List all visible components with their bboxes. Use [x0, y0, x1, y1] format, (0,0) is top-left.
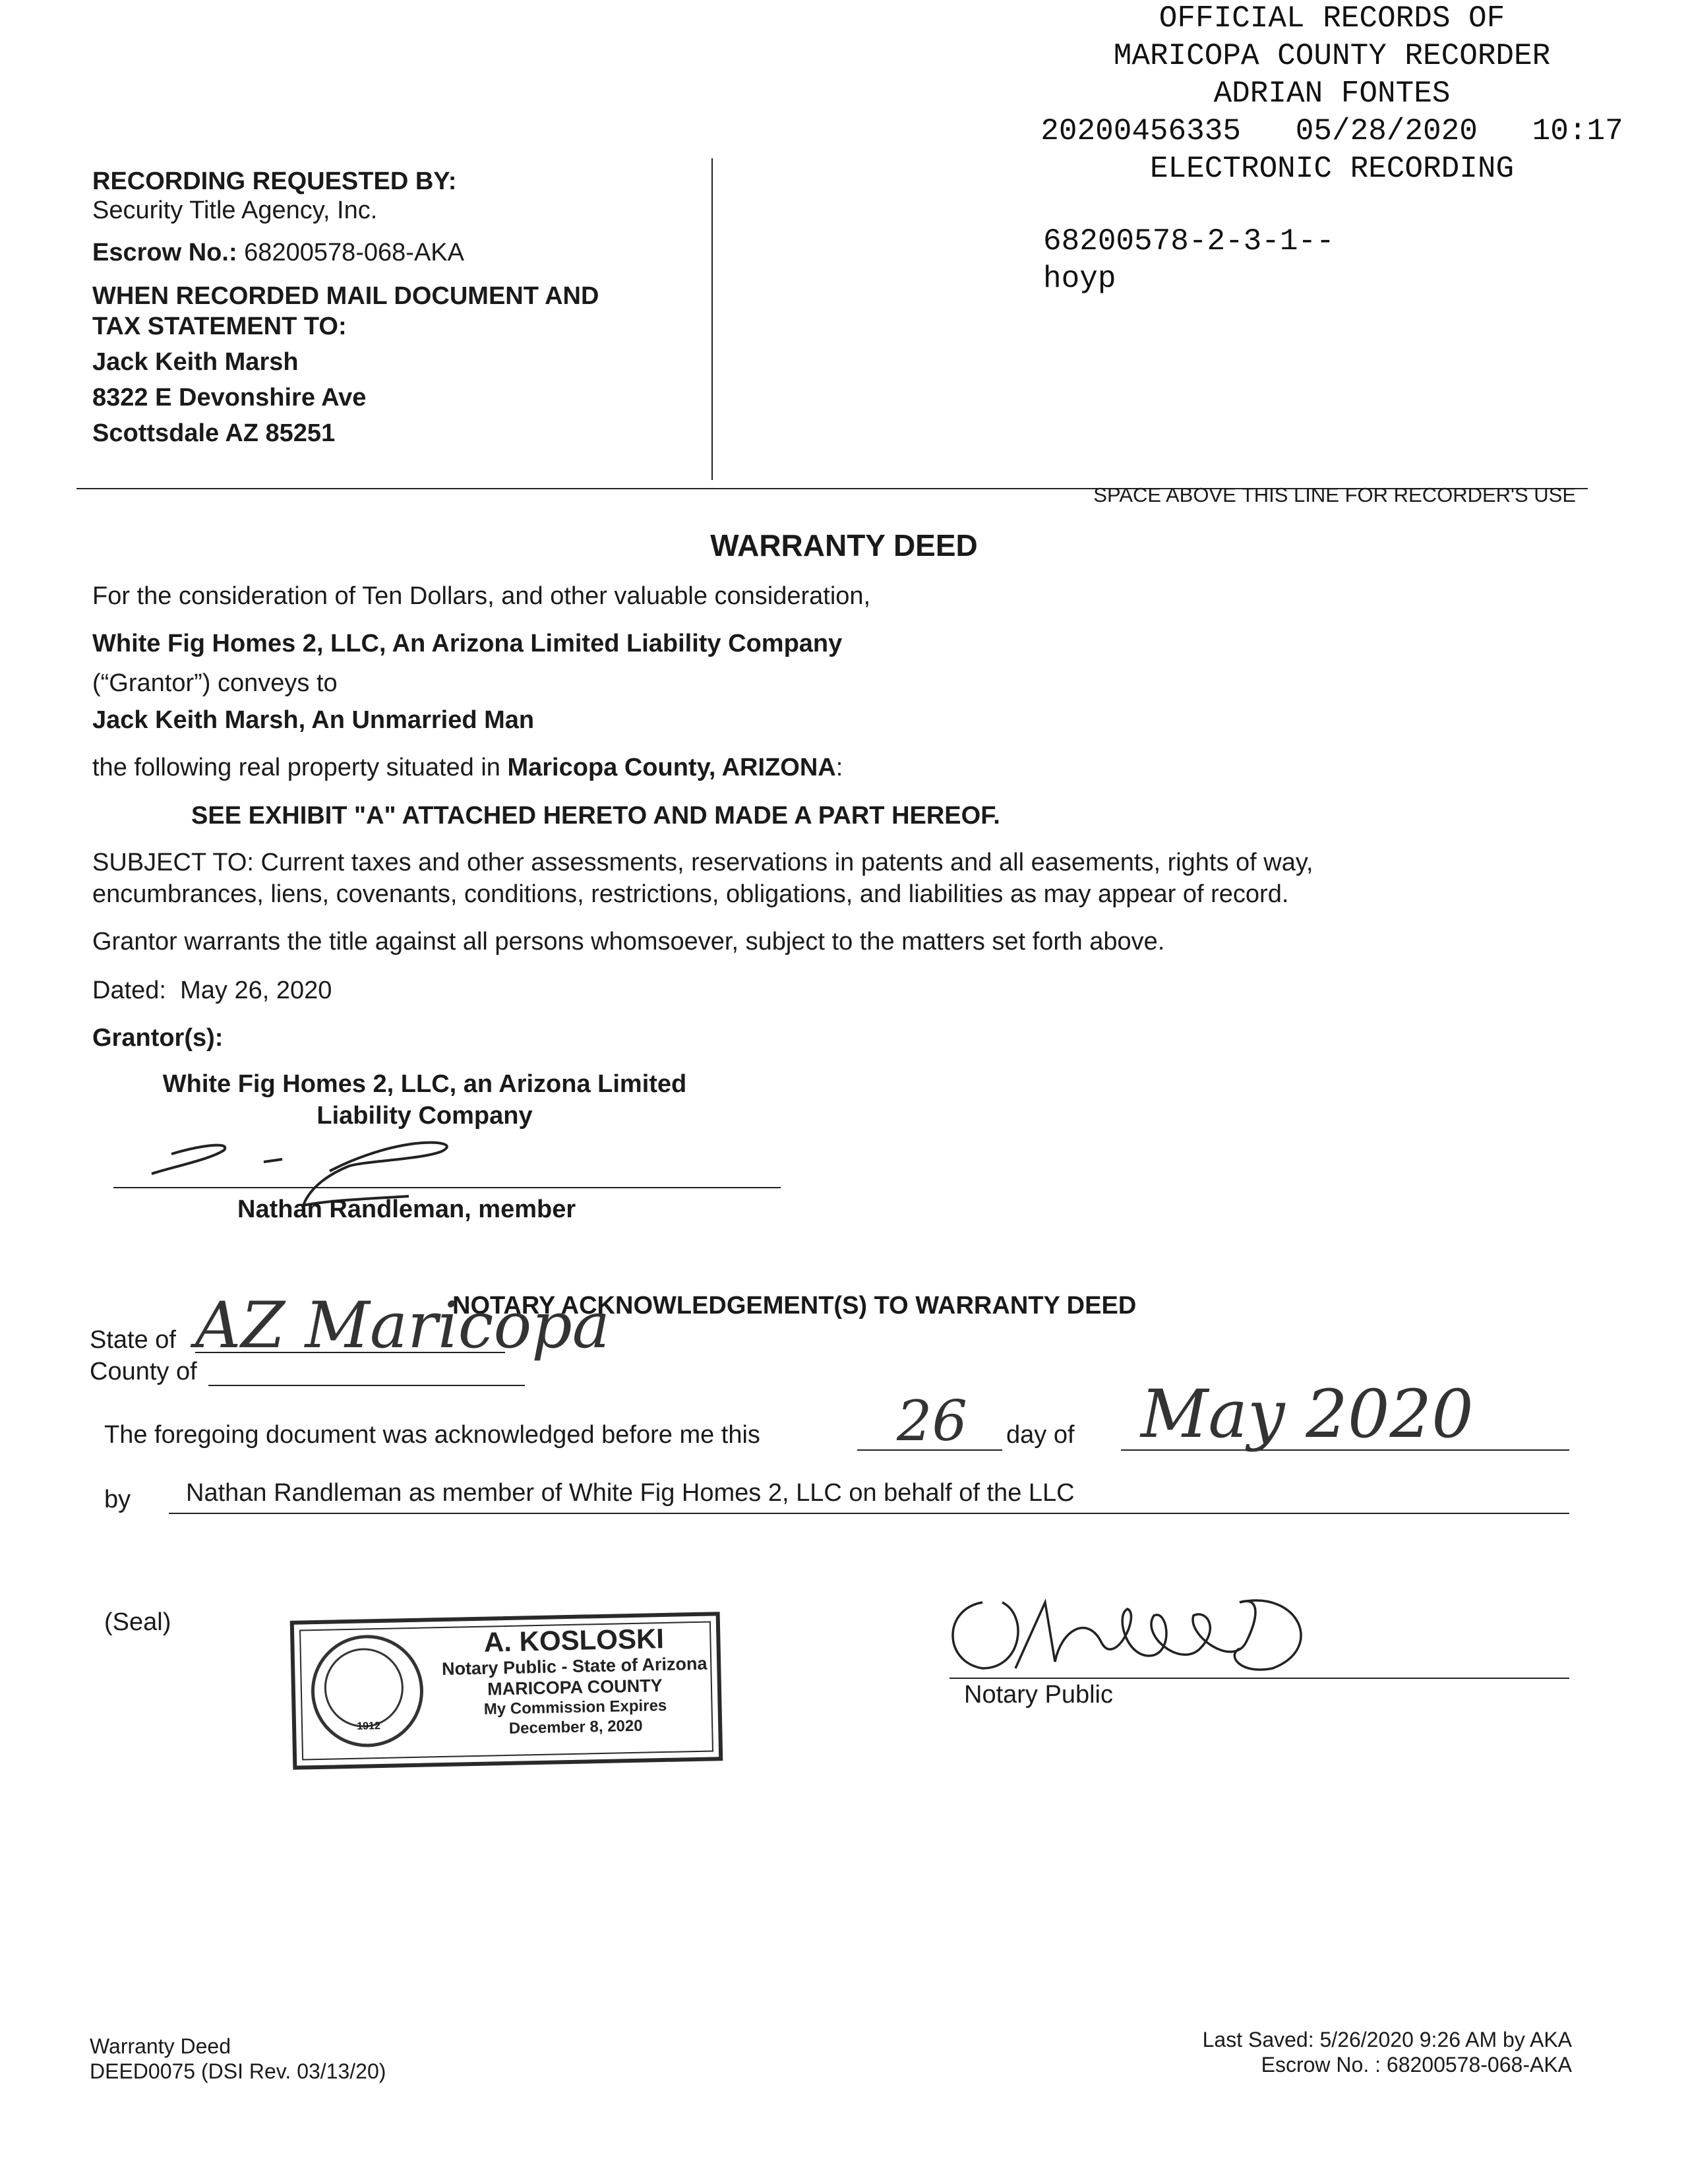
grantee-name: Jack Keith Marsh, An Unmarried Man: [92, 706, 535, 734]
dated-value: May 26, 2020: [180, 977, 332, 1004]
state-county-handwriting: [195, 1289, 610, 1362]
subject-to-line-2: encumbrances, liens, covenants, conditions, restrictions, obligations, and liabilities as may appear of record.: [92, 880, 1289, 908]
stamp-text: [435, 1622, 714, 1740]
dated-label: Dated:: [92, 977, 166, 1004]
footer-escrow: Escrow No. : 68200578-068-AKA: [1261, 2053, 1572, 2077]
stamp-line-4: My Commission Expires: [483, 1696, 667, 1718]
seal-year: 1912: [357, 1720, 381, 1732]
property-suffix: :: [835, 754, 843, 781]
mail-to-street: 8322 E Devonshire Ave: [92, 384, 367, 411]
escrow-line: [92, 236, 686, 269]
exhibit-reference: SEE EXHIBIT "A" ATTACHED HERETO AND MADE A PART HEREOF.: [191, 802, 1000, 830]
notary-heading: NOTARY ACKNOWLEDGEMENT(S) TO WARRANTY DEED: [452, 1292, 1137, 1320]
by-label: by: [104, 1486, 131, 1513]
property-location-line: [92, 752, 843, 783]
by-line: [169, 1513, 1569, 1514]
recording-requested-block: [92, 165, 686, 450]
grantor-entity-line-2: Liability Company: [316, 1102, 533, 1130]
recorder-reference: [1043, 223, 1335, 298]
footer-right: [1055, 2027, 1572, 2077]
footer-form-name: Warranty Deed: [90, 2034, 231, 2058]
notary-stamp: [290, 1612, 723, 1770]
grantors-label: Grantor(s):: [92, 1024, 224, 1052]
mail-to-name: Jack Keith Marsh: [92, 348, 299, 376]
requested-by-value: Security Title Agency, Inc.: [92, 197, 378, 224]
escrow-label: Escrow No.:: [92, 239, 237, 266]
recorder-use-label: SPACE ABOVE THIS LINE FOR RECORDER'S USE: [1093, 483, 1576, 506]
signer-name: Nathan Randleman, member: [237, 1196, 576, 1223]
recorder-date: 05/28/2020: [1295, 114, 1478, 148]
county-label: County of: [90, 1358, 197, 1385]
recorder-line-4: [976, 113, 1688, 150]
dated-line: [92, 975, 332, 1006]
notary-signature: [930, 1576, 1325, 1688]
month-year-value: May 2020: [1141, 1376, 1474, 1453]
footer-form-code: DEED0075 (DSI Rev. 03/13/20): [90, 2059, 386, 2083]
deed-title: WARRANTY DEED: [710, 528, 978, 562]
recorder-line-3: ADRIAN FONTES: [1213, 76, 1451, 111]
stamp-name: A. KOSLOSKI: [483, 1622, 665, 1658]
mail-to-label-2: TAX STATEMENT TO:: [92, 313, 347, 340]
recorder-ref-number: 68200578-2-3-1--: [1043, 224, 1335, 258]
county-value: Maricopa: [305, 1289, 610, 1362]
by-value: Nathan Randleman as member of White Fig Homes 2, LLC on behalf of the LLC: [186, 1479, 1075, 1507]
foregoing-text: The foregoing document was acknowledged before me this: [104, 1421, 760, 1449]
warranty-statement: Grantor warrants the title against all persons whomsoever, subject to the matters set forth above.: [92, 928, 1165, 956]
state-value: AZ: [195, 1289, 286, 1362]
day-of-text: day of: [1006, 1421, 1075, 1449]
conveys-text: (“Grantor”) conveys to: [92, 669, 338, 697]
grantor-signature-line: [113, 1187, 781, 1188]
seal-label: (Seal): [104, 1608, 171, 1636]
escrow-value: 68200578-068-AKA: [244, 239, 464, 266]
subject-to-line-1: SUBJECT TO: Current taxes and other assessments, reservations in patents and all easements, rights of way,: [92, 849, 1313, 876]
notary-public-label: Notary Public: [964, 1681, 1113, 1709]
footer-last-saved: Last Saved: 5/26/2020 9:26 AM by AKA: [1202, 2028, 1572, 2051]
recorder-line-1: OFFICIAL RECORDS OF: [1159, 1, 1505, 36]
consideration-text: For the consideration of Ten Dollars, and other valuable consideration,: [92, 582, 871, 610]
state-label: State of: [90, 1326, 176, 1354]
recorder-time: 10:17: [1532, 114, 1623, 148]
grantor-entity-line-1: White Fig Homes 2, LLC, an Arizona Limited: [162, 1070, 687, 1098]
footer-left: [90, 2034, 386, 2084]
property-prefix: the following real property situated in: [92, 754, 508, 781]
mail-to-label-1: WHEN RECORDED MAIL DOCUMENT AND: [92, 282, 599, 310]
day-value: 26: [897, 1389, 967, 1453]
stamp-line-2: Notary Public - State of Arizona: [441, 1653, 708, 1680]
property-county: Maricopa County, ARIZONA: [507, 754, 836, 781]
recorder-stamp: [976, 0, 1688, 188]
recorder-line-5: ELECTRONIC RECORDING: [1149, 152, 1515, 186]
stamp-line-3: MARICOPA COUNTY: [487, 1676, 663, 1699]
recorder-line-2: MARICOPA COUNTY RECORDER: [1113, 39, 1551, 73]
recorder-user: hoyp: [1043, 262, 1116, 296]
recording-block-divider: [711, 158, 713, 480]
grantor-name: White Fig Homes 2, LLC, An Arizona Limited Liability Company: [92, 630, 843, 657]
requested-by-label: RECORDING REQUESTED BY:: [92, 167, 457, 195]
recorder-doc-number: 20200456335: [1040, 114, 1241, 148]
county-line: [208, 1385, 525, 1386]
mail-to-city: Scottsdale AZ 85251: [92, 419, 336, 447]
grantor-entity: [135, 1068, 715, 1132]
stamp-line-5: December 8, 2020: [508, 1716, 643, 1738]
